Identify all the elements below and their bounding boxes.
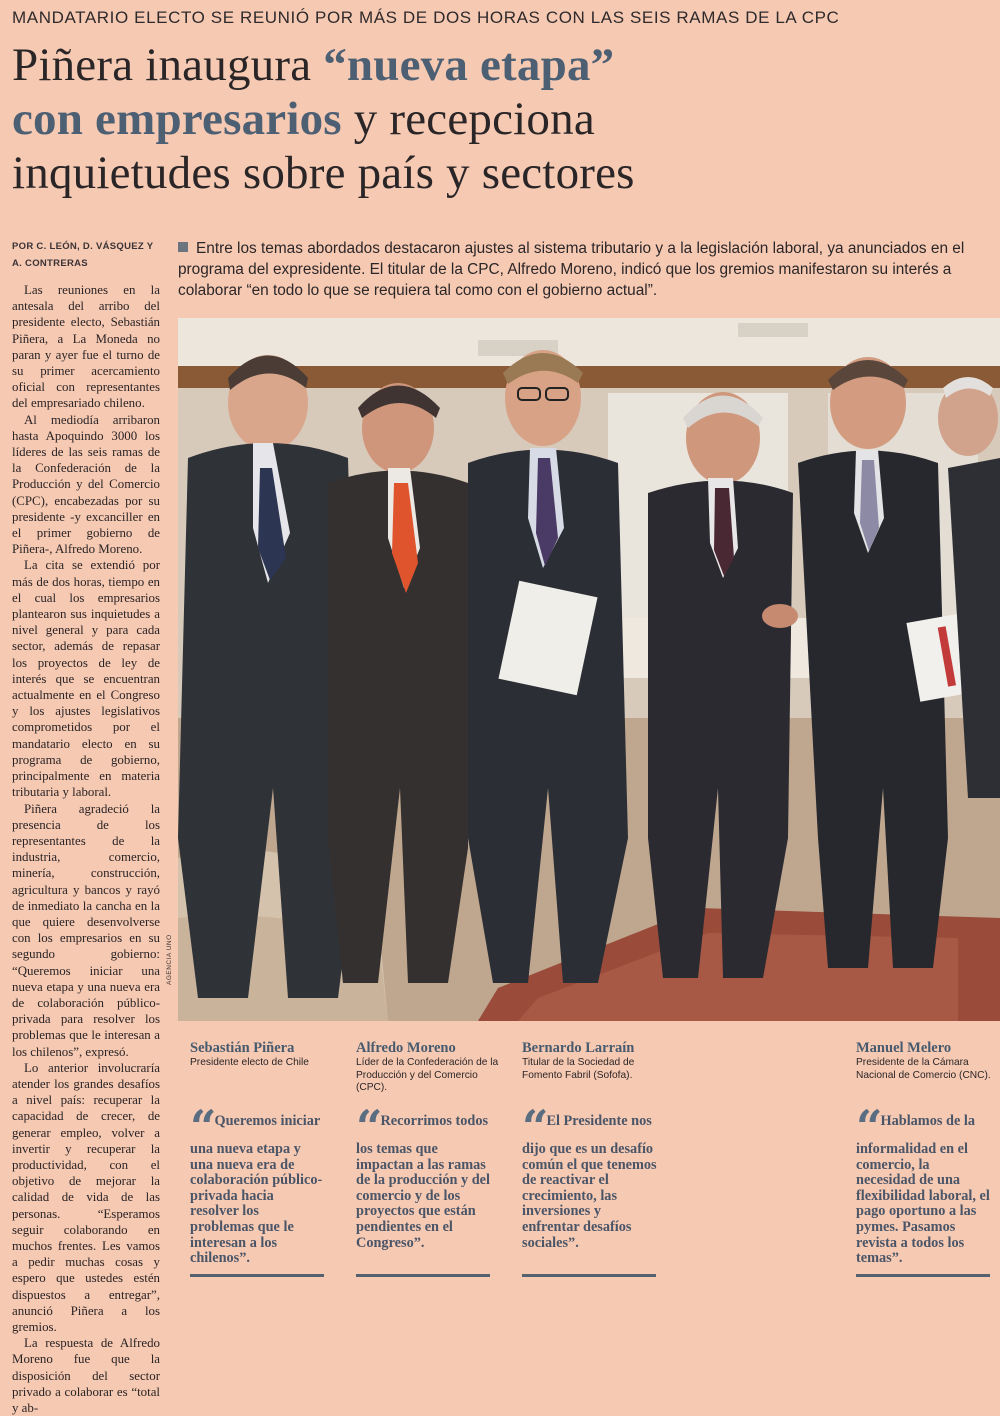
quote-mark-icon: “	[190, 1100, 213, 1154]
body-paragraph: La respuesta de Alfredo Moreno fue que la disposición del sector privado a colaborar es “total y ab-	[12, 1336, 160, 1416]
quote-rule	[856, 1274, 990, 1277]
kicker: MANDATARIO ELECTO SE REUNIÓ POR MÁS DE DOS HORAS CON LAS SEIS RAMAS DE LA CPC	[12, 8, 840, 27]
speaker-name: Sebastián Piñera	[190, 1040, 295, 1056]
quote-text: El Presidente nos dijo que es un desafío común el que tenemos de reactivar el crecimiento, las inversiones y enfrentar desafíos sociales”.	[522, 1113, 657, 1251]
photo-credit: AGENCIA UNO	[166, 934, 173, 985]
speaker-block	[190, 1040, 340, 1070]
article-body	[12, 282, 160, 1416]
speaker-role: Presidente de la Cámara Nacional de Comercio (CNC).	[856, 1057, 991, 1081]
speaker-block	[356, 1040, 506, 1095]
speaker-name: Alfredo Moreno	[356, 1040, 456, 1056]
body-paragraph: Lo anterior involucraría atender los grandes desafíos a nivel país: recuperar la capacidad de crecer, de generar empleo, volver a invertir y recuperar la productividad, con el objetivo de mejorar la calidad de vida de las personas. “Esperamos seguir colaborando en muchos frentes. Les vamos a pedir muchas cosas y espero que ustedes estén dispuestos a entregar”, anunció Piñera a los gremios.	[12, 1060, 160, 1334]
pull-quote	[190, 1100, 325, 1267]
speaker-role: Titular de la Sociedad de Fomento Fabril (Sofofa).	[522, 1057, 635, 1081]
body-paragraph: La cita se extendió por más de dos horas, tiempo en el cual los empresarios plantearon sus inquietudes a nivel general y para cada sector, además de repasar los proyectos de ley de interés que se encuentran actualmente en el Congreso y los ajustes legislativos comprometidos por el mandatario electo en su programa de gobierno, principalmente en materia tributaria y laboral.	[12, 558, 160, 800]
quote-rule	[356, 1274, 490, 1277]
quote-text: Queremos iniciar una nueva etapa y una nueva era de colaboración público-privada hacia resolver los problemas que le interesan a los chilenos”.	[190, 1113, 323, 1267]
byline	[12, 238, 172, 272]
quote-text: Recorrimos todos los temas que impactan a las ramas de la producción y del comercio y de los proyectos que están pendientes en el Congreso”.	[356, 1113, 490, 1251]
speaker-name: Bernardo Larraín	[522, 1040, 635, 1056]
pull-quote	[856, 1100, 991, 1267]
square-bullet-icon	[178, 242, 188, 252]
headline	[12, 38, 992, 200]
body-paragraph: Piñera agradeció la presencia de los representantes de la industria, comercio, minería, construcción, agricultura y bancos y rayó de inmediato la cancha en la que quiere desenvolverse con los empresarios en su segundo gobierno: “Queremos iniciar una nueva etapa y una nueva era de colaboración público-privada para resolver los problemas que le interesan a los chilenos”, expresó.	[12, 801, 160, 1059]
pull-quote	[356, 1100, 491, 1251]
photo-illustration	[178, 318, 1000, 1021]
pull-quote	[522, 1100, 657, 1251]
news-photo	[178, 318, 1000, 1021]
speaker-block	[522, 1040, 672, 1082]
headline-highlight1: “nueva etapa”	[323, 39, 615, 91]
headline-part1: Piñera inaugura	[12, 39, 324, 91]
quote-rule	[522, 1274, 656, 1277]
speaker-name: Manuel Melero	[856, 1040, 952, 1056]
byline-line2: A. CONTRERAS	[12, 258, 88, 269]
body-paragraph: Al mediodía arribaron hasta Apoquindo 3000 los líderes de las seis ramas de la Confederación de la Producción y del Comercio (CPC), encabezadas por su presidente -y excanciller en el primer gobierno de Piñera-, Alfredo Moreno.	[12, 412, 160, 557]
quote-mark-icon: “	[856, 1100, 879, 1154]
quote-rule	[190, 1274, 324, 1277]
headline-part3: inquietudes sobre país y sectores	[12, 147, 635, 199]
byline-line1: POR C. LEÓN, D. VÁSQUEZ Y	[12, 241, 154, 252]
speaker-role: Presidente electo de Chile	[190, 1057, 309, 1068]
headline-highlight2: con empresarios	[12, 93, 342, 145]
lead-text: Entre los temas abordados destacaron ajustes al sistema tributario y a la legislación laboral, ya anunciados en el programa del expresidente. El titular de la CPC, Alfredo Moreno, indicó que los gremios manifestaron su interés a colaborar “en todo lo que se requiera tal como con el gobierno actual”.	[178, 240, 965, 299]
lead-paragraph	[178, 238, 990, 301]
speaker-role: Líder de la Confederación de la Producción y del Comercio (CPC).	[356, 1057, 499, 1093]
body-paragraph: Las reuniones en la antesala del arribo del presidente electo, Sebastián Piñera, a La Moneda no paran y ayer fue el turno de su primer acercamiento oficial con representantes del empresariado chileno.	[12, 283, 160, 411]
speaker-block	[856, 1040, 996, 1082]
quote-mark-icon: “	[356, 1100, 379, 1154]
quote-mark-icon: “	[522, 1100, 545, 1154]
headline-part2: y recepciona	[341, 93, 595, 145]
quote-text: Hablamos de la informalidad en el comercio, la necesidad de una flexibilidad laboral, el pago oportuno a las pymes. Pasamos revista a todos los temas”.	[856, 1113, 990, 1267]
